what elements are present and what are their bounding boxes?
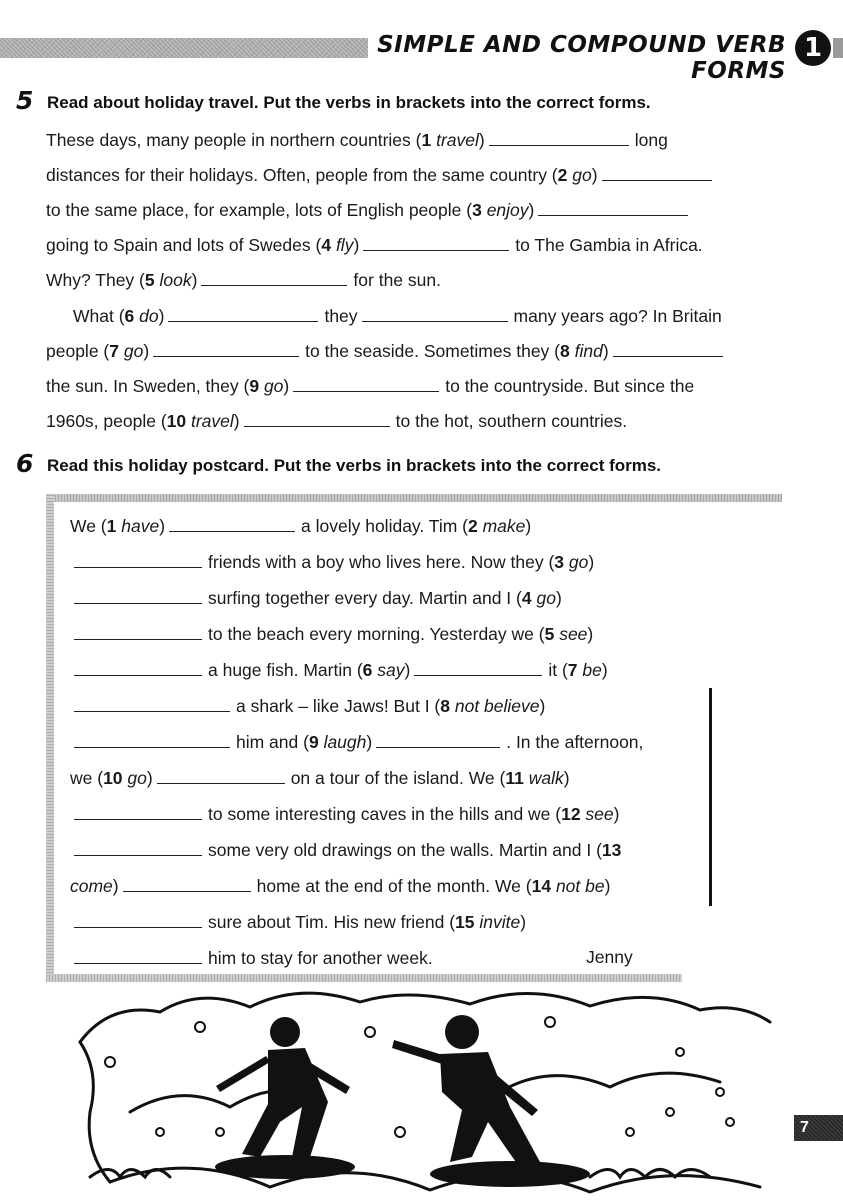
text-segment: for the sun. bbox=[353, 270, 441, 291]
verb-prompt: have bbox=[121, 516, 160, 536]
text-segment: ) bbox=[588, 552, 595, 572]
page-number: 7 bbox=[794, 1115, 843, 1141]
text-line bbox=[70, 839, 621, 861]
text-segment: ) bbox=[613, 804, 620, 824]
text-segment: people ( bbox=[46, 340, 110, 361]
item-number: 6 bbox=[124, 305, 140, 326]
text-segment: ) bbox=[604, 876, 611, 896]
item-number: 14 bbox=[531, 876, 556, 896]
exercise-5-instruction: Read about holiday travel. Put the verbs in brackets into the correct forms. bbox=[47, 93, 651, 112]
exercise-6-number: 6 bbox=[16, 449, 34, 478]
text-segment: the sun. In Sweden, they ( bbox=[46, 375, 250, 396]
text-segment: ) bbox=[601, 660, 608, 680]
item-number: 8 bbox=[560, 340, 575, 361]
answer-blank[interactable] bbox=[74, 661, 202, 676]
text-segment: we ( bbox=[70, 768, 104, 788]
text-segment: ) bbox=[366, 732, 373, 752]
answer-blank[interactable] bbox=[153, 342, 299, 357]
answer-blank[interactable] bbox=[74, 913, 202, 928]
verb-prompt: travel bbox=[190, 410, 234, 431]
verb-prompt: find bbox=[574, 340, 603, 361]
answer-blank[interactable] bbox=[538, 201, 688, 216]
text-segment: ) bbox=[478, 130, 485, 150]
text-segment: ) bbox=[353, 235, 360, 256]
answer-blank[interactable] bbox=[201, 271, 347, 286]
item-number: 5 bbox=[544, 624, 560, 644]
item-number: 4 bbox=[521, 588, 537, 608]
text-line bbox=[70, 731, 643, 753]
text-line bbox=[46, 199, 694, 221]
text-line bbox=[46, 129, 668, 151]
text-segment: What ( bbox=[73, 305, 125, 326]
text-line bbox=[70, 623, 593, 645]
text-segment: ) bbox=[233, 410, 240, 431]
verb-prompt: go bbox=[263, 375, 284, 396]
text-segment: ) bbox=[191, 270, 198, 291]
text-segment: many years ago? In Britain bbox=[513, 305, 722, 326]
text-segment: sure about Tim. His new friend ( bbox=[208, 912, 456, 932]
item-number: 3 bbox=[472, 200, 487, 221]
postcard-top-border bbox=[46, 494, 782, 502]
answer-blank[interactable] bbox=[74, 733, 230, 748]
exercise-5-number: 5 bbox=[16, 86, 34, 115]
verb-prompt: go bbox=[568, 552, 589, 572]
text-segment: distances for their holidays. Often, people from the same country ( bbox=[46, 165, 558, 186]
text-line bbox=[46, 375, 694, 397]
item-number: 1 bbox=[106, 516, 122, 536]
text-segment: ) bbox=[159, 516, 166, 536]
answer-blank[interactable] bbox=[414, 661, 542, 676]
header-edge-bar bbox=[833, 38, 843, 58]
text-segment: ) bbox=[602, 340, 609, 361]
text-segment: ) bbox=[146, 768, 153, 788]
verb-prompt: walk bbox=[528, 768, 564, 788]
verb-prompt: be bbox=[582, 660, 602, 680]
verb-prompt: laugh bbox=[323, 732, 367, 752]
answer-blank[interactable] bbox=[123, 877, 251, 892]
text-segment: Why? They ( bbox=[46, 270, 145, 291]
verb-prompt: see bbox=[559, 624, 588, 644]
verb-prompt: look bbox=[159, 270, 192, 291]
text-segment: ) bbox=[555, 588, 562, 608]
answer-blank[interactable] bbox=[74, 625, 202, 640]
verb-prompt: enjoy bbox=[486, 200, 529, 221]
answer-blank[interactable] bbox=[293, 377, 439, 392]
postcard-left-border bbox=[46, 494, 54, 982]
answer-blank[interactable] bbox=[74, 949, 202, 964]
text-segment: ) bbox=[525, 516, 532, 536]
text-segment: ) bbox=[520, 912, 527, 932]
text-line bbox=[46, 164, 718, 186]
verb-prompt: fly bbox=[335, 235, 354, 256]
text-line bbox=[70, 947, 433, 969]
text-segment: to The Gambia in Africa. bbox=[515, 235, 703, 256]
text-segment: a lovely holiday. Tim ( bbox=[301, 516, 468, 536]
text-segment: a huge fish. Martin ( bbox=[208, 660, 363, 680]
text-segment: surfing together every day. Martin and I ( bbox=[208, 588, 522, 608]
text-line bbox=[70, 767, 570, 789]
answer-blank[interactable] bbox=[489, 131, 629, 146]
text-line bbox=[70, 587, 562, 609]
text-segment: We ( bbox=[70, 516, 107, 536]
answer-blank[interactable] bbox=[74, 553, 202, 568]
text-segment: to the hot, southern countries. bbox=[395, 410, 628, 431]
item-number: 2 bbox=[467, 516, 483, 536]
postcard-signature: Jenny bbox=[586, 947, 633, 967]
surfers-illustration bbox=[70, 982, 782, 1200]
page-title: SIMPLE AND COMPOUND VERB FORMS bbox=[377, 32, 786, 84]
answer-blank[interactable] bbox=[169, 517, 295, 532]
item-number: 5 bbox=[144, 270, 160, 291]
item-number: 1 bbox=[421, 130, 437, 150]
item-number: 3 bbox=[554, 552, 569, 572]
text-segment: home at the end of the month. We ( bbox=[256, 876, 532, 896]
text-line bbox=[46, 269, 441, 291]
text-line bbox=[70, 551, 594, 573]
item-number: 8 bbox=[440, 696, 455, 716]
text-segment: him to stay for another week. bbox=[208, 948, 433, 968]
text-segment: ) bbox=[158, 305, 165, 326]
answer-blank[interactable] bbox=[74, 697, 230, 712]
text-segment: they bbox=[324, 305, 358, 326]
answer-blank[interactable] bbox=[74, 841, 202, 856]
text-line bbox=[70, 911, 526, 933]
verb-prompt: do bbox=[139, 305, 159, 326]
unit-number-badge: 1 bbox=[795, 30, 831, 66]
item-number: 2 bbox=[557, 165, 573, 186]
text-segment: to the countryside. But since the bbox=[445, 375, 695, 396]
text-segment: to the same place, for example, lots of English people ( bbox=[46, 200, 473, 221]
postcard-bottom-border bbox=[46, 974, 682, 982]
text-segment: long bbox=[634, 130, 668, 150]
verb-prompt: not be bbox=[555, 876, 605, 896]
text-segment: it ( bbox=[548, 660, 568, 680]
exercise-6-instruction: Read this holiday postcard. Put the verbs in brackets into the correct forms. bbox=[47, 456, 662, 475]
answer-blank[interactable] bbox=[602, 166, 712, 181]
answer-blank[interactable] bbox=[376, 733, 500, 748]
item-number: 9 bbox=[308, 732, 324, 752]
text-line bbox=[70, 875, 610, 897]
verb-prompt: go bbox=[572, 165, 592, 186]
item-number: 11 bbox=[505, 768, 529, 788]
item-number: 7 bbox=[567, 660, 583, 680]
answer-blank[interactable] bbox=[613, 342, 723, 357]
verb-prompt: go bbox=[123, 340, 144, 361]
text-line bbox=[70, 515, 531, 537]
verb-prompt: come bbox=[70, 876, 113, 896]
verb-prompt: travel bbox=[436, 130, 479, 150]
text-segment: . In the afternoon, bbox=[506, 732, 644, 752]
answer-blank[interactable] bbox=[157, 769, 285, 784]
text-segment: him and ( bbox=[236, 732, 309, 752]
text-segment: ) bbox=[404, 660, 411, 680]
item-number: 10 bbox=[103, 768, 128, 788]
item-number: 9 bbox=[249, 375, 264, 396]
item-number: 7 bbox=[109, 340, 124, 361]
text-segment: ) bbox=[283, 375, 290, 396]
verb-prompt: go bbox=[536, 588, 556, 608]
answer-blank[interactable] bbox=[74, 805, 202, 820]
text-segment: to the beach every morning. Yesterday we ( bbox=[208, 624, 545, 644]
text-line bbox=[70, 659, 608, 681]
text-segment: ) bbox=[112, 876, 119, 896]
text-segment: ) bbox=[591, 165, 598, 186]
item-number: 4 bbox=[321, 235, 336, 256]
answer-blank[interactable] bbox=[168, 307, 318, 322]
text-segment: ) bbox=[563, 768, 570, 788]
text-line bbox=[46, 410, 627, 432]
text-segment: These days, many people in northern countries ( bbox=[46, 130, 422, 150]
text-line bbox=[70, 695, 545, 717]
text-segment: ) bbox=[143, 340, 150, 361]
text-segment: ) bbox=[587, 624, 594, 644]
item-number: 10 bbox=[166, 410, 191, 431]
verb-prompt: make bbox=[482, 516, 526, 536]
verb-prompt: say bbox=[377, 660, 405, 680]
answer-blank[interactable] bbox=[244, 412, 390, 427]
verb-prompt: not believe bbox=[454, 696, 540, 716]
text-segment: going to Spain and lots of Swedes ( bbox=[46, 235, 322, 256]
text-segment: friends with a boy who lives here. Now they ( bbox=[208, 552, 555, 572]
text-segment: some very old drawings on the walls. Martin and I ( bbox=[208, 840, 602, 860]
text-segment: ) bbox=[528, 200, 535, 221]
text-segment: a shark – like Jaws! But I ( bbox=[236, 696, 441, 716]
text-line bbox=[46, 234, 703, 256]
text-line bbox=[73, 305, 722, 327]
text-line bbox=[70, 803, 619, 825]
answer-blank[interactable] bbox=[363, 236, 509, 251]
text-line bbox=[46, 340, 729, 362]
verb-prompt: see bbox=[585, 804, 614, 824]
text-segment: 1960s, people ( bbox=[46, 410, 167, 431]
answer-blank[interactable] bbox=[362, 307, 508, 322]
postcard-side-rule bbox=[709, 688, 712, 906]
item-number: 6 bbox=[362, 660, 378, 680]
item-number: 13 bbox=[601, 840, 622, 860]
verb-prompt: invite bbox=[479, 912, 521, 932]
verb-prompt: go bbox=[127, 768, 147, 788]
item-number: 15 bbox=[455, 912, 480, 932]
header-decorative-bar bbox=[0, 38, 368, 58]
text-segment: to the seaside. Sometimes they ( bbox=[305, 340, 560, 361]
text-segment: to some interesting caves in the hills and we ( bbox=[208, 804, 562, 824]
text-segment: ) bbox=[539, 696, 546, 716]
answer-blank[interactable] bbox=[74, 589, 202, 604]
item-number: 12 bbox=[561, 804, 586, 824]
text-segment: on a tour of the island. We ( bbox=[290, 768, 506, 788]
